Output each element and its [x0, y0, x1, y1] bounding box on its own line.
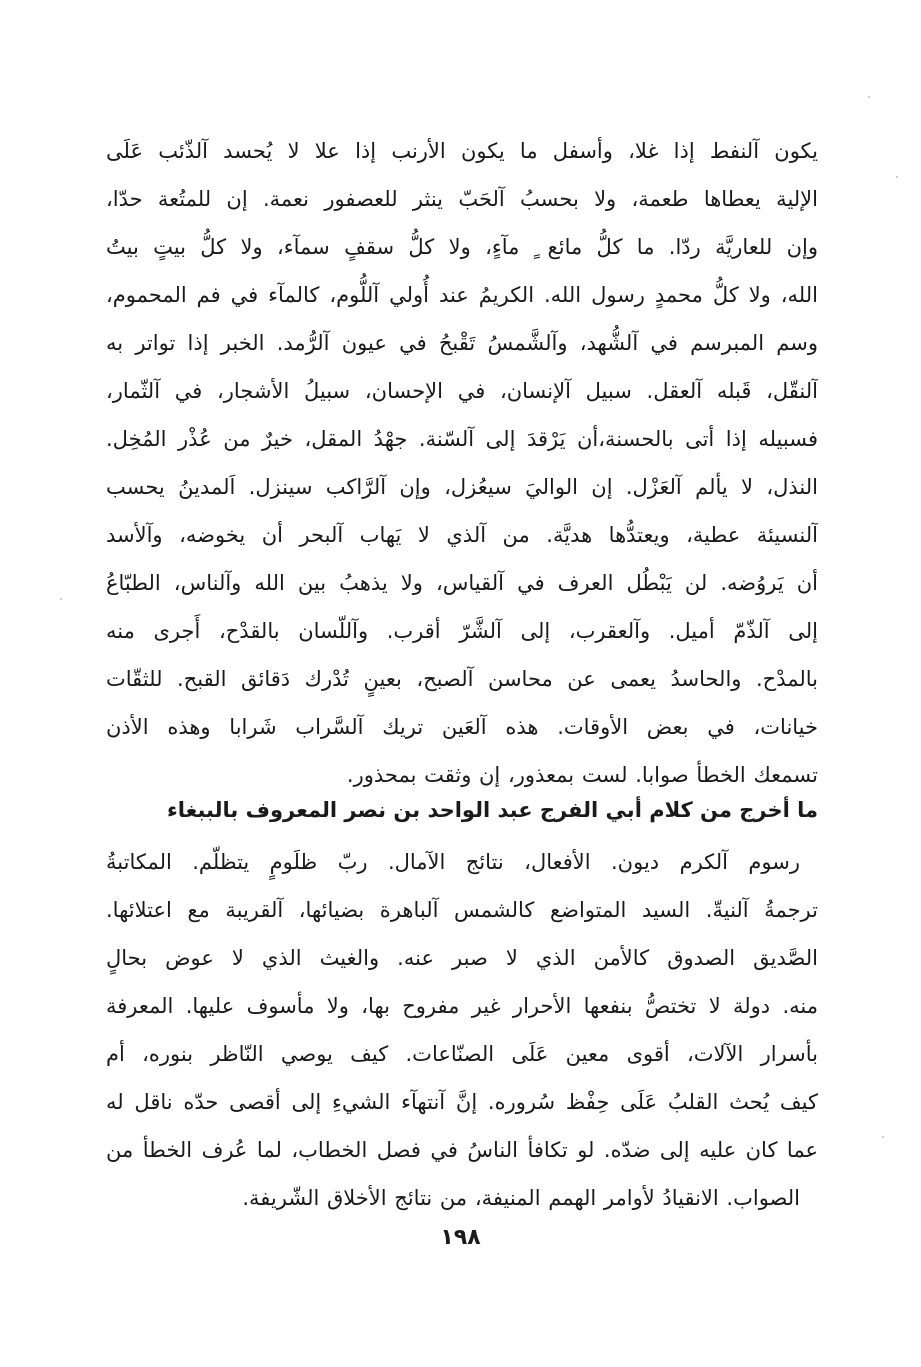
scan-speck — [868, 96, 870, 98]
scan-speck — [896, 176, 898, 178]
text-line: النذل، لا يألم آلعَزْل. إن الواليَ سيعُزل، وإن آلرَّاكب سينزل. اَلمدينُ يحسب — [106, 475, 818, 499]
text-line: آلنقّل، قَبله آلعقل. سبيل آلإنسان، في الإحسان، سبيلُ الأشجار، في آلثّمار، — [106, 379, 818, 403]
text-line: الإلية يعطاها طعمة، ولا بحسبُ آلحَبّ ينثر للعصفور نعمة. إن للمتُعة حدّا، — [106, 187, 818, 211]
page-number: ١٩٨ — [440, 1225, 481, 1250]
scan-speck — [60, 598, 62, 600]
text-line: الصواب. الانقيادُ لأوامر الهمم المنيفة، من نتائج الأخلاق الشّريفة. — [242, 1186, 800, 1210]
text-line: بالمدْح. والحاسدُ يعمى عن محاسن آلصبح، بعينٍ تُدْرك دَقائق القبح. للثقّات — [106, 667, 818, 691]
text-line: خيانات، في بعض الأوقات. هذه آلعَين تريك آلسَّراب شَرابا وهذه الأذن — [106, 715, 818, 739]
paragraph-aphorisms — [106, 127, 818, 799]
text-line: الصَّديق الصدوق كالأمن الذي لا صبر عنه. والغيث الذي لا عوض بحالٍ — [106, 946, 818, 970]
text-line: وسم المبرسم في آلشُّهد، وآلشَّمسُ تَقْبحُ في عيون آلرُّمد. الخبر إذا تواتر به — [106, 331, 818, 355]
text-line: أن يَروُضه. لن يَبْطُل العرف في آلقياس، ولا يذهبُ بين الله وآلناس، الطبّاعُ — [106, 571, 818, 595]
text-line: يكون آلنفط إذا غلا، وأسفل ما يكون الأرنب إذا علا لا يُحسد آلذّئب عَلَى — [106, 139, 818, 163]
text-line: كيف يُحث القلبُ عَلَى حِفْظ سُروره. إنَّ آنتهآء الشيءِ إلى أقصى حدّه ناقل له — [106, 1090, 818, 1114]
scan-speck — [882, 1136, 884, 1138]
text-line: رسوم آلكرم ديون. الأفعال، نتائج الآمال. ربّ ظلَومٍ يتظلّم. المكاتبةُ — [106, 850, 800, 874]
text-line: تسمعك الخطأ صوابا. لست بمعذور، إن وثقت بمحذور. — [346, 763, 818, 787]
text-line: الله، ولا كلُّ محمدٍ رسول الله. الكريمُ عند أُولي آللُّوم، كالمآء في فم المحموم، — [106, 283, 818, 307]
text-line: وإن للعاريَّة ردّا. ما كلُّ مائع ٍ مآءٍ، ولا كلُّ سقفٍ سمآء، ولا كلُّ بيتٍ بيتُ — [106, 235, 818, 259]
text-line: بأسرار الآلات، أقوى معين عَلَى الصنّاعات. كيف يوصي النّاظر بنوره، أم — [106, 1042, 818, 1066]
paragraph-babbagha-sayings — [106, 838, 818, 1222]
section-heading: ما أخرج من كلام أبي الفرج عبد الواحد بن نصر المعروف بالببغاء — [167, 798, 818, 822]
text-line: ترجمةُ آلنيةّ. السيد المتواضع كالشمس آلباهرة بضيائها، آلقريبة مع اعتلائها. — [106, 898, 818, 922]
text-line: فسبيله إذا أتى بالحسنة،أن يَرْقدَ إلى آلسّنة. جهْدُ المقل، خيرٌ من عُذْر المُخِل. — [106, 427, 818, 451]
text-line: إلى آلذّمّ أميل. وآلعقرب، إلى آلشَّرّ أقرب. وآللّسان بالقدْح، أَجرى منه — [106, 619, 818, 643]
text-line: عما كان عليه إلى ضدّه. لو تكافأ الناسُ في فصل الخطاب، لما عُرف الخطأ من — [106, 1138, 818, 1162]
text-line: آلنسيئة عطية، ويعتدُّها هديَّة. من آلذي لا يَهاب آلبحر أن يخوضه، وآلأسد — [106, 523, 818, 547]
text-line: منه. دولة لا تختصُّ بنفعها الأحرار غير مفروح بها، ولا مأسوف عليها. المعرفة — [106, 994, 818, 1018]
